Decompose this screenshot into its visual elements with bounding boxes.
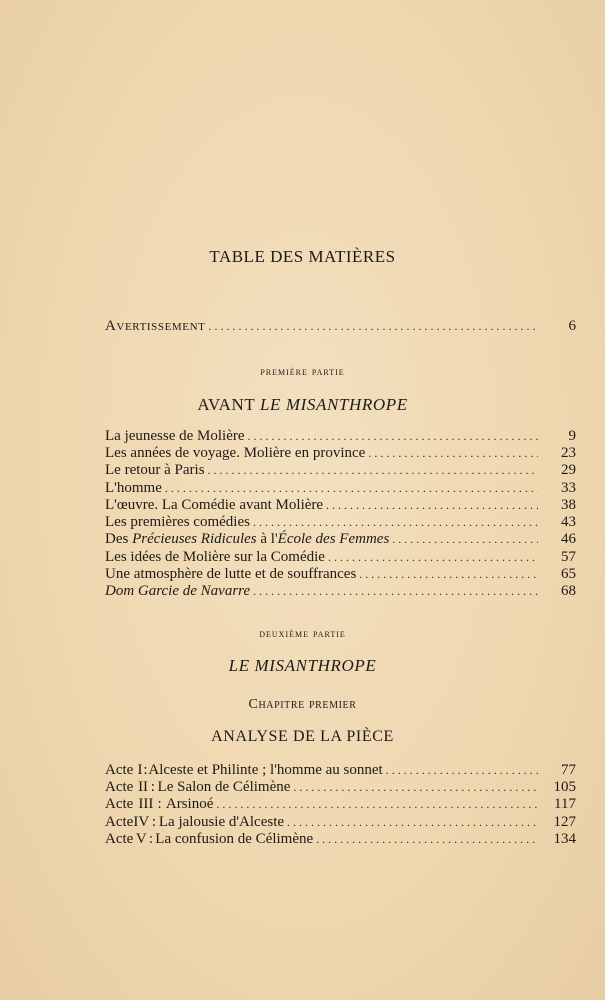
- acte-number: III: [138, 796, 154, 812]
- leader-dots: [293, 778, 538, 796]
- leader-dots: [253, 582, 538, 600]
- page-title: TABLE DES MATIÈRES: [209, 247, 396, 266]
- toc-entry-label: La jeunesse de Molière: [105, 428, 245, 444]
- acte-word: Acte: [105, 814, 134, 830]
- leader-dots: [316, 830, 538, 848]
- acte-number: I: [137, 762, 143, 778]
- toc-page-number: 77: [561, 762, 576, 778]
- toc-entry-label: [105, 530, 389, 548]
- section-heading-italic: LE MISANTHROPE: [228, 656, 377, 675]
- toc-page-number: 23: [561, 445, 576, 461]
- acte-separator: :: [151, 814, 157, 830]
- acte-word: Acte: [105, 831, 134, 847]
- toc-entry: [105, 548, 576, 566]
- leader-dots: [208, 461, 538, 479]
- acte-number: IV: [133, 814, 150, 830]
- leader-dots: [368, 444, 538, 462]
- acte-separator: :: [148, 831, 154, 847]
- leader-dots: [359, 565, 538, 583]
- section-heading-prefix: AVANT: [197, 395, 256, 414]
- toc-page-number: 65: [561, 566, 576, 582]
- toc-entry-label: L'œuvre. La Comédie avant Molière: [105, 497, 324, 513]
- leader-dots: [216, 795, 538, 813]
- toc-entry-label: Les idées de Molière sur la Comédie: [105, 549, 325, 565]
- chapter-title: ANALYSE DE LA PIÈCE: [211, 728, 394, 745]
- acte-number: V: [135, 831, 147, 847]
- toc-entry: [105, 565, 576, 583]
- label-part: Des: [105, 531, 129, 547]
- toc-entry-label: L'homme: [105, 480, 162, 496]
- leader-dots: [392, 530, 538, 548]
- label-part: à l': [260, 531, 278, 547]
- toc-entry-label: Une atmosphère de lutte et de souffrances: [105, 566, 357, 582]
- toc-entry: [105, 496, 576, 514]
- acte-separator: :: [150, 779, 155, 795]
- toc-entry: [105, 461, 576, 479]
- toc-entry-label: La confusion de Célimène: [155, 831, 314, 847]
- toc-entry: [105, 427, 576, 445]
- toc-acte-entry: [105, 830, 576, 848]
- toc-entry-label: Alceste et Philinte ; l'homme au sonnet: [148, 762, 383, 778]
- toc-page-number: 68: [561, 583, 576, 599]
- acte-number: II: [138, 779, 149, 795]
- acte-separator: :: [157, 796, 162, 812]
- acte-word: Acte: [105, 762, 134, 778]
- acte-separator: :: [143, 762, 148, 778]
- toc-page-number: 29: [561, 462, 576, 478]
- toc-page-number: 43: [561, 514, 576, 530]
- toc-page-number: 57: [561, 549, 576, 565]
- leader-dots: [208, 317, 538, 335]
- toc-page-number: 9: [568, 428, 576, 444]
- toc-page-number: 46: [561, 531, 576, 547]
- toc-page-number: 33: [561, 480, 576, 496]
- leader-dots: [328, 548, 538, 566]
- toc-acte-entry: [105, 761, 576, 779]
- acte-word: Acte: [105, 779, 134, 795]
- leader-dots: [248, 427, 538, 445]
- toc-entry-avertissement: [105, 317, 576, 335]
- leader-dots: [253, 513, 538, 531]
- toc-page-number: 105: [553, 779, 576, 795]
- section-heading-italic: LE MISANTHROPE: [259, 395, 408, 414]
- toc-acte-entry: [105, 795, 576, 813]
- toc-entry-label: Le retour à Paris: [105, 462, 205, 478]
- label-italic-title: Précieuses Ridicules: [132, 531, 257, 547]
- toc-entry-label: Avertissement: [105, 318, 206, 334]
- leader-dots: [165, 479, 538, 497]
- part-label: première partie: [260, 364, 345, 378]
- leader-dots: [386, 761, 538, 779]
- toc-entry-label: Le Salon de Célimène: [157, 779, 291, 795]
- acte-word: Acte: [105, 796, 134, 812]
- section-heading: [0, 395, 605, 415]
- toc-page-number: 6: [568, 318, 576, 334]
- label-italic-title: École des Femmes: [277, 531, 390, 547]
- toc-entry: [105, 444, 576, 462]
- toc-entry-label: La jalousie d'Alceste: [158, 814, 285, 830]
- section-heading: [0, 656, 605, 676]
- toc-entry: [105, 513, 576, 531]
- toc-acte-entry: [105, 813, 576, 831]
- toc-page-number: 38: [561, 497, 576, 513]
- toc-entry: [105, 479, 576, 497]
- toc-entry: [105, 530, 576, 548]
- leader-dots: [326, 496, 538, 514]
- leader-dots: [287, 813, 538, 831]
- toc-acte-entry: [105, 778, 576, 796]
- toc-entry-label: Les premières comédies: [105, 514, 250, 530]
- chapter-label: Chapitre premier: [248, 697, 357, 712]
- toc-page-number: 134: [553, 831, 576, 847]
- toc-page-number: 117: [554, 796, 576, 812]
- part-label: deuxième partie: [259, 626, 346, 640]
- toc-entry: [105, 582, 576, 600]
- toc-entry-label: Dom Garcie de Navarre: [105, 583, 251, 599]
- toc-entry-label: Les années de voyage. Molière en province: [105, 445, 366, 461]
- toc-page-number: 127: [553, 814, 576, 830]
- toc-entry-label: Arsinoé: [165, 796, 214, 812]
